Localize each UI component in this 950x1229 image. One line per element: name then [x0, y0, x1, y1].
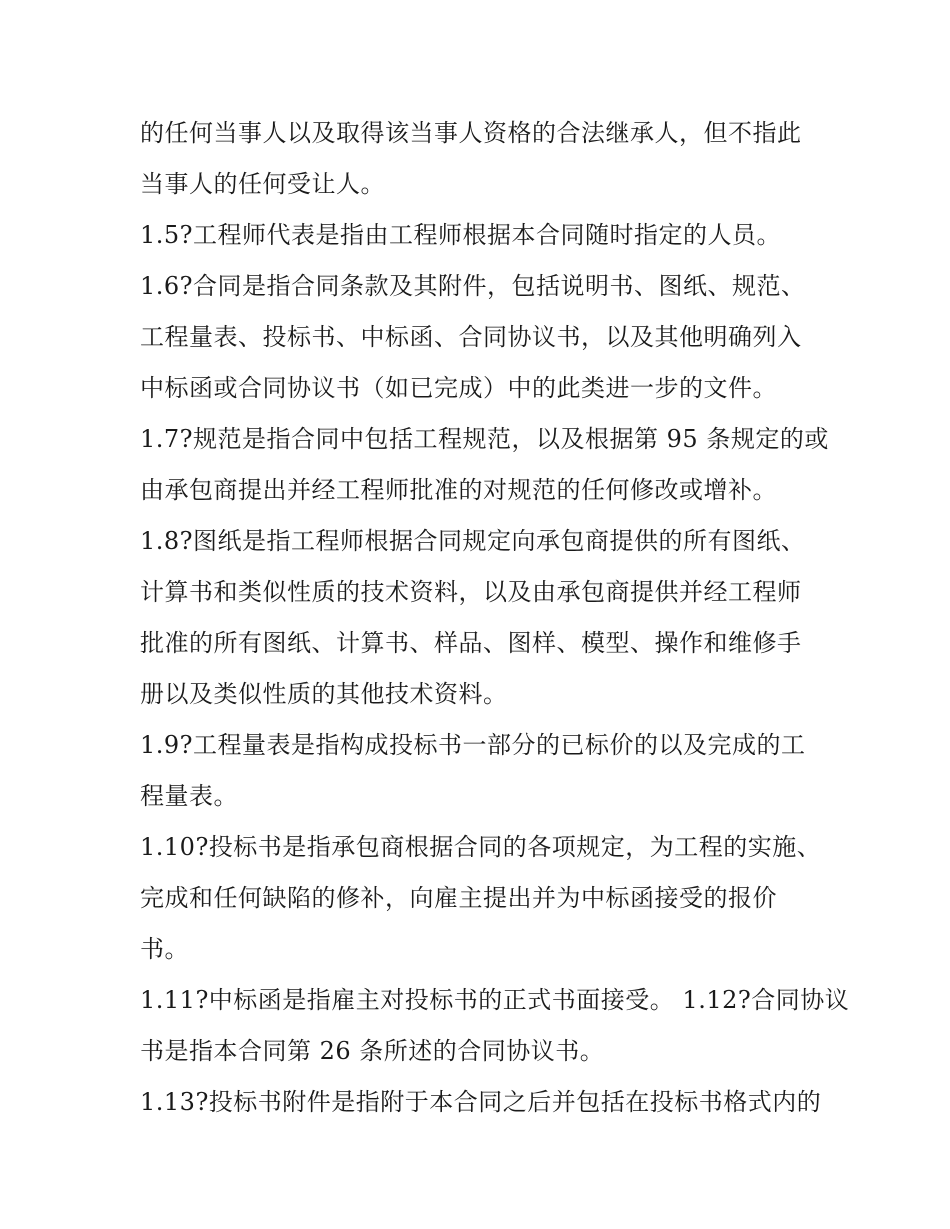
- text-line: 册以及类似性质的其他技术资料。: [140, 680, 508, 708]
- clause-1-11: 1.11?中标函是指雇主对投标书的正式书面接受。 1.12?合同协议: [140, 986, 850, 1014]
- text-line: 计算书和类似性质的技术资料，以及由承包商提供并经工程师: [140, 578, 802, 606]
- document-body: [140, 108, 850, 1128]
- text-line: 完成和任何缺陷的修补，向雇主提出并为中标函接受的报价: [140, 884, 777, 912]
- text-line: 书。: [140, 935, 189, 963]
- clause-1-6: 1.6?合同是指合同条款及其附件，包括说明书、图纸、规范、: [140, 272, 806, 300]
- clause-1-7: 1.7?规范是指合同中包括工程规范，以及根据第 95 条规定的或: [140, 425, 829, 453]
- text-line: 批准的所有图纸、计算书、样品、图样、模型、操作和维修手: [140, 629, 802, 657]
- text-line: 由承包商提出并经工程师批准的对规范的任何修改或增补。: [140, 476, 777, 504]
- text-line: 书是指本合同第 26 条所述的合同协议书。: [140, 1037, 605, 1065]
- clause-1-8: 1.8?图纸是指工程师根据合同规定向承包商提供的所有图纸、: [140, 527, 806, 555]
- clause-1-13: 1.13?投标书附件是指附于本合同之后并包括在投标书格式内的: [140, 1088, 822, 1116]
- text-line: 中标函或合同协议书（如已完成）中的此类进一步的文件。: [140, 374, 777, 402]
- clause-1-9: 1.9?工程量表是指构成投标书一部分的已标价的以及完成的工: [140, 731, 806, 759]
- clause-1-10: 1.10?投标书是指承包商根据合同的各项规定，为工程的实施、: [140, 833, 822, 861]
- text-line: 当事人的任何受让人。: [140, 170, 385, 198]
- text-line: 程量表。: [140, 782, 238, 810]
- text-line: 的任何当事人以及取得该当事人资格的合法继承人，但不指此: [140, 119, 802, 147]
- text-line: 工程量表、投标书、中标函、合同协议书，以及其他明确列入: [140, 323, 802, 351]
- clause-1-5: 1.5?工程师代表是指由工程师根据本合同随时指定的人员。: [140, 221, 782, 249]
